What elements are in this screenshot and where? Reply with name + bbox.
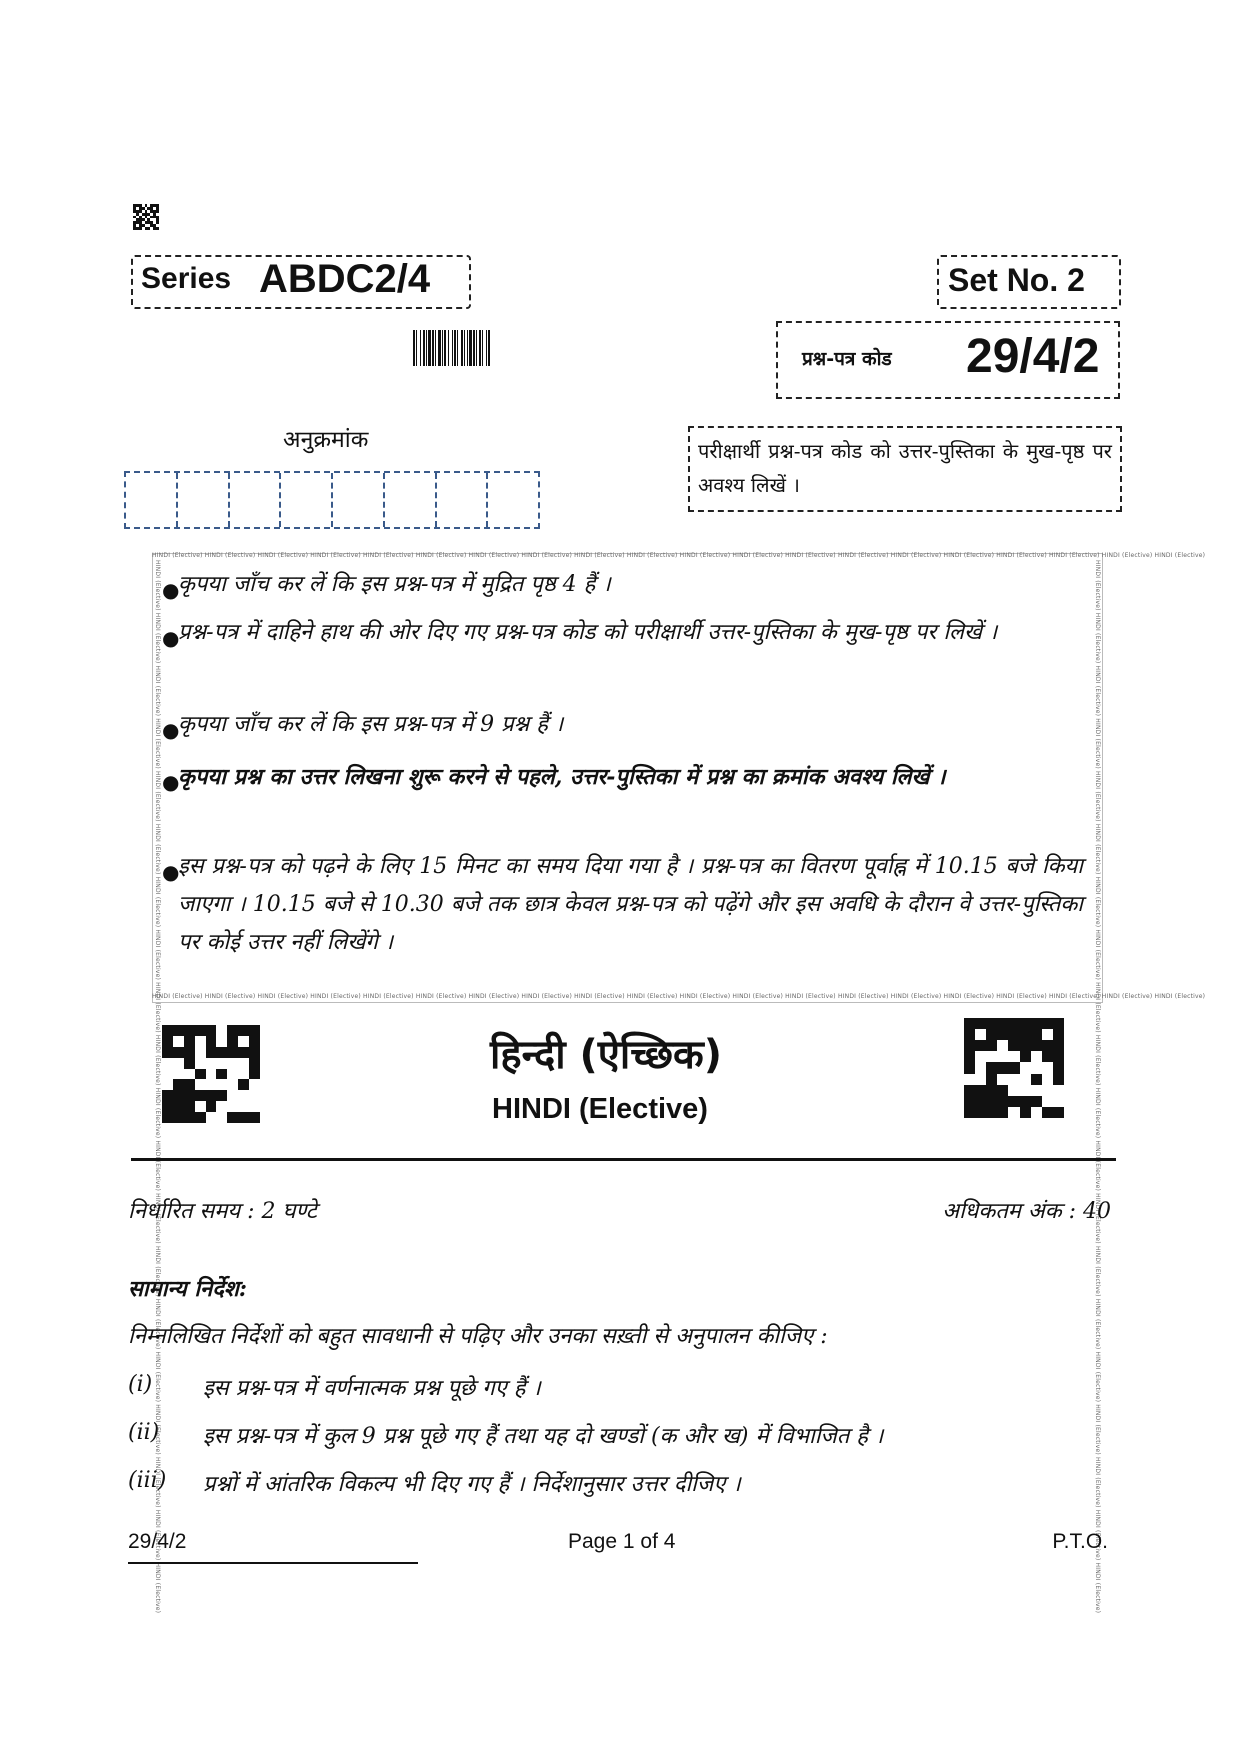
paper-code: 29/4/2	[966, 330, 1100, 383]
watermark-right: HINDI (Elective) HINDI (Elective) HINDI (Elective) HINDI (Elective) HINDI (Elective) HINDI (Elective) HINDI (Elective) HINDI (Elective) HINDI (Elective) HINDI (Elective) HINDI (Elective) HINDI (Elective) HINDI (Elective) HINDI (Elective) HINDI (Elective) HINDI (Elective) HINDI (Elective) HINDI (Elective) HINDI (Elective) HINDI (Elective)	[1094, 560, 1101, 1614]
general-item-number: (iii)	[128, 1468, 167, 1493]
paper-code-label: प्रश्न-पत्र कोड	[802, 348, 892, 370]
instruction-item: कृपया जाँच कर लें कि इस प्रश्न-पत्र में मुद्रित पृष्ठ 4 हैं ।	[178, 572, 611, 597]
exam-max-marks: अधिकतम अंक : 40	[942, 1199, 1111, 1224]
set-number: Set No. 2	[948, 262, 1085, 298]
roll-digit-box[interactable]	[230, 473, 282, 527]
code-note-text: परीक्षार्थी प्रश्न-पत्र कोड को उत्तर-पुस्तिका के मुख-पृष्ठ पर अवश्य लिखें ।	[698, 439, 1112, 497]
code-note-box	[688, 426, 1122, 512]
instruction-item: इस प्रश्न-पत्र को पढ़ने के लिए 15 मिनट का समय दिया गया है । प्रश्न-पत्र का वितरण पूर्वाह्न में 10.15 बजे किया जाएगा । 10.15 बजे से 10.30 बजे तक छात्र केवल प्रश्न-पत्र को पढ़ेंगे और इस अवधि के दौरान वे उत्तर-पुस्तिका पर कोई उत्तर नहीं लिखेंगे ।	[178, 854, 1083, 955]
bullet-icon: ●	[162, 718, 180, 742]
roll-digit-box[interactable]	[333, 473, 385, 527]
series-label: Series	[141, 262, 232, 295]
watermark-left: HINDI (Elective) HINDI (Elective) HINDI (Elective) HINDI (Elective) HINDI (Elective) HINDI (Elective) HINDI (Elective) HINDI (Elective) HINDI (Elective) HINDI (Elective) HINDI (Elective) HINDI (Elective) HINDI (Elective) HINDI (Elective) HINDI (Elective) HINDI (Elective) HINDI (Elective) HINDI (Elective) HINDI (Elective) HINDI (Elective)	[154, 560, 161, 1614]
instruction-item: कृपया प्रश्न का उत्तर लिखना शुरू करने से पहले, उत्तर-पुस्तिका में प्रश्न का क्रमांक अवश्य लिखें ।	[178, 764, 946, 790]
roll-digit-box[interactable]	[488, 473, 538, 527]
instruction-item: कृपया जाँच कर लें कि इस प्रश्न-पत्र में 9 प्रश्न हैं ।	[178, 712, 564, 737]
footer-code-underline	[128, 1562, 418, 1564]
series-box	[131, 255, 471, 309]
watermark-bottom: HINDI (Elective) HINDI (Elective) HINDI (Elective) HINDI (Elective) HINDI (Elective) HINDI (Elective) HINDI (Elective) HINDI (Elective) HINDI (Elective) HINDI (Elective) HINDI (Elective) HINDI (Elective) HINDI (Elective) HINDI (Elective) HINDI (Elective) HINDI (Elective) HINDI (Elective) HINDI (Elective) HINDI (Elective) HINDI (Elective)	[152, 993, 1206, 1000]
subject-title-hindi: हिन्दी (ऐच्छिक)	[490, 1032, 723, 1078]
footer-code: 29/4/2	[128, 1530, 187, 1553]
roll-digit-box[interactable]	[437, 473, 489, 527]
roll-digit-box[interactable]	[178, 473, 230, 527]
exam-time: निर्धारित समय : 2 घण्टे	[128, 1199, 317, 1224]
paper-code-box	[776, 321, 1120, 399]
divider	[131, 1158, 1116, 1161]
general-item-text: प्रश्नों में आंतरिक विकल्प भी दिए गए हैं । निर्देशानुसार उत्तर दीजिए ।	[203, 1472, 741, 1497]
watermark-top: HINDI (Elective) HINDI (Elective) HINDI (Elective) HINDI (Elective) HINDI (Elective) HINDI (Elective) HINDI (Elective) HINDI (Elective) HINDI (Elective) HINDI (Elective) HINDI (Elective) HINDI (Elective) HINDI (Elective) HINDI (Elective) HINDI (Elective) HINDI (Elective) HINDI (Elective) HINDI (Elective) HINDI (Elective) HINDI (Elective)	[152, 552, 1206, 559]
bullet-icon: ●	[162, 770, 180, 794]
qr-code-right	[964, 1018, 1064, 1118]
roll-digit-box[interactable]	[385, 473, 437, 527]
roll-digit-box[interactable]	[281, 473, 333, 527]
bullet-icon: ●	[162, 578, 180, 602]
series-code: ABDC2/4	[259, 257, 431, 301]
general-item-number: (ii)	[128, 1420, 160, 1445]
bullet-icon: ●	[162, 860, 180, 884]
pto-label: P.T.O.	[1052, 1530, 1108, 1553]
general-item-text: इस प्रश्न-पत्र में कुल 9 प्रश्न पूछे गए हैं तथा यह दो खण्डों (क और ख) में विभाजित है ।	[203, 1424, 884, 1449]
instruction-item: प्रश्न-पत्र में दाहिने हाथ की ओर दिए गए प्रश्न-पत्र कोड को परीक्षार्थी उत्तर-पुस्तिका के मुख-पृष्ठ पर लिखें ।	[178, 620, 998, 645]
qr-code-left	[162, 1025, 260, 1123]
set-number-box	[937, 255, 1121, 309]
roll-number-label: अनुक्रमांक	[283, 427, 369, 453]
roll-number-boxes[interactable]	[124, 471, 540, 529]
bullet-icon: ●	[162, 626, 180, 650]
general-instructions-intro: निम्नलिखित निर्देशों को बहुत सावधानी से पढ़िए और उनका सख़्ती से अनुपालन कीजिए :	[128, 1324, 828, 1349]
small-qr-code	[133, 204, 159, 230]
subject-title-english: HINDI (Elective)	[492, 1093, 708, 1125]
general-instructions-heading: सामान्य निर्देश:	[128, 1276, 248, 1302]
general-item-text: इस प्रश्न-पत्र में वर्णनात्मक प्रश्न पूछे गए हैं ।	[203, 1376, 541, 1401]
roll-digit-box[interactable]	[126, 473, 178, 527]
page-number: Page 1 of 4	[568, 1530, 676, 1553]
barcode	[413, 330, 583, 366]
general-item-number: (i)	[128, 1372, 153, 1397]
